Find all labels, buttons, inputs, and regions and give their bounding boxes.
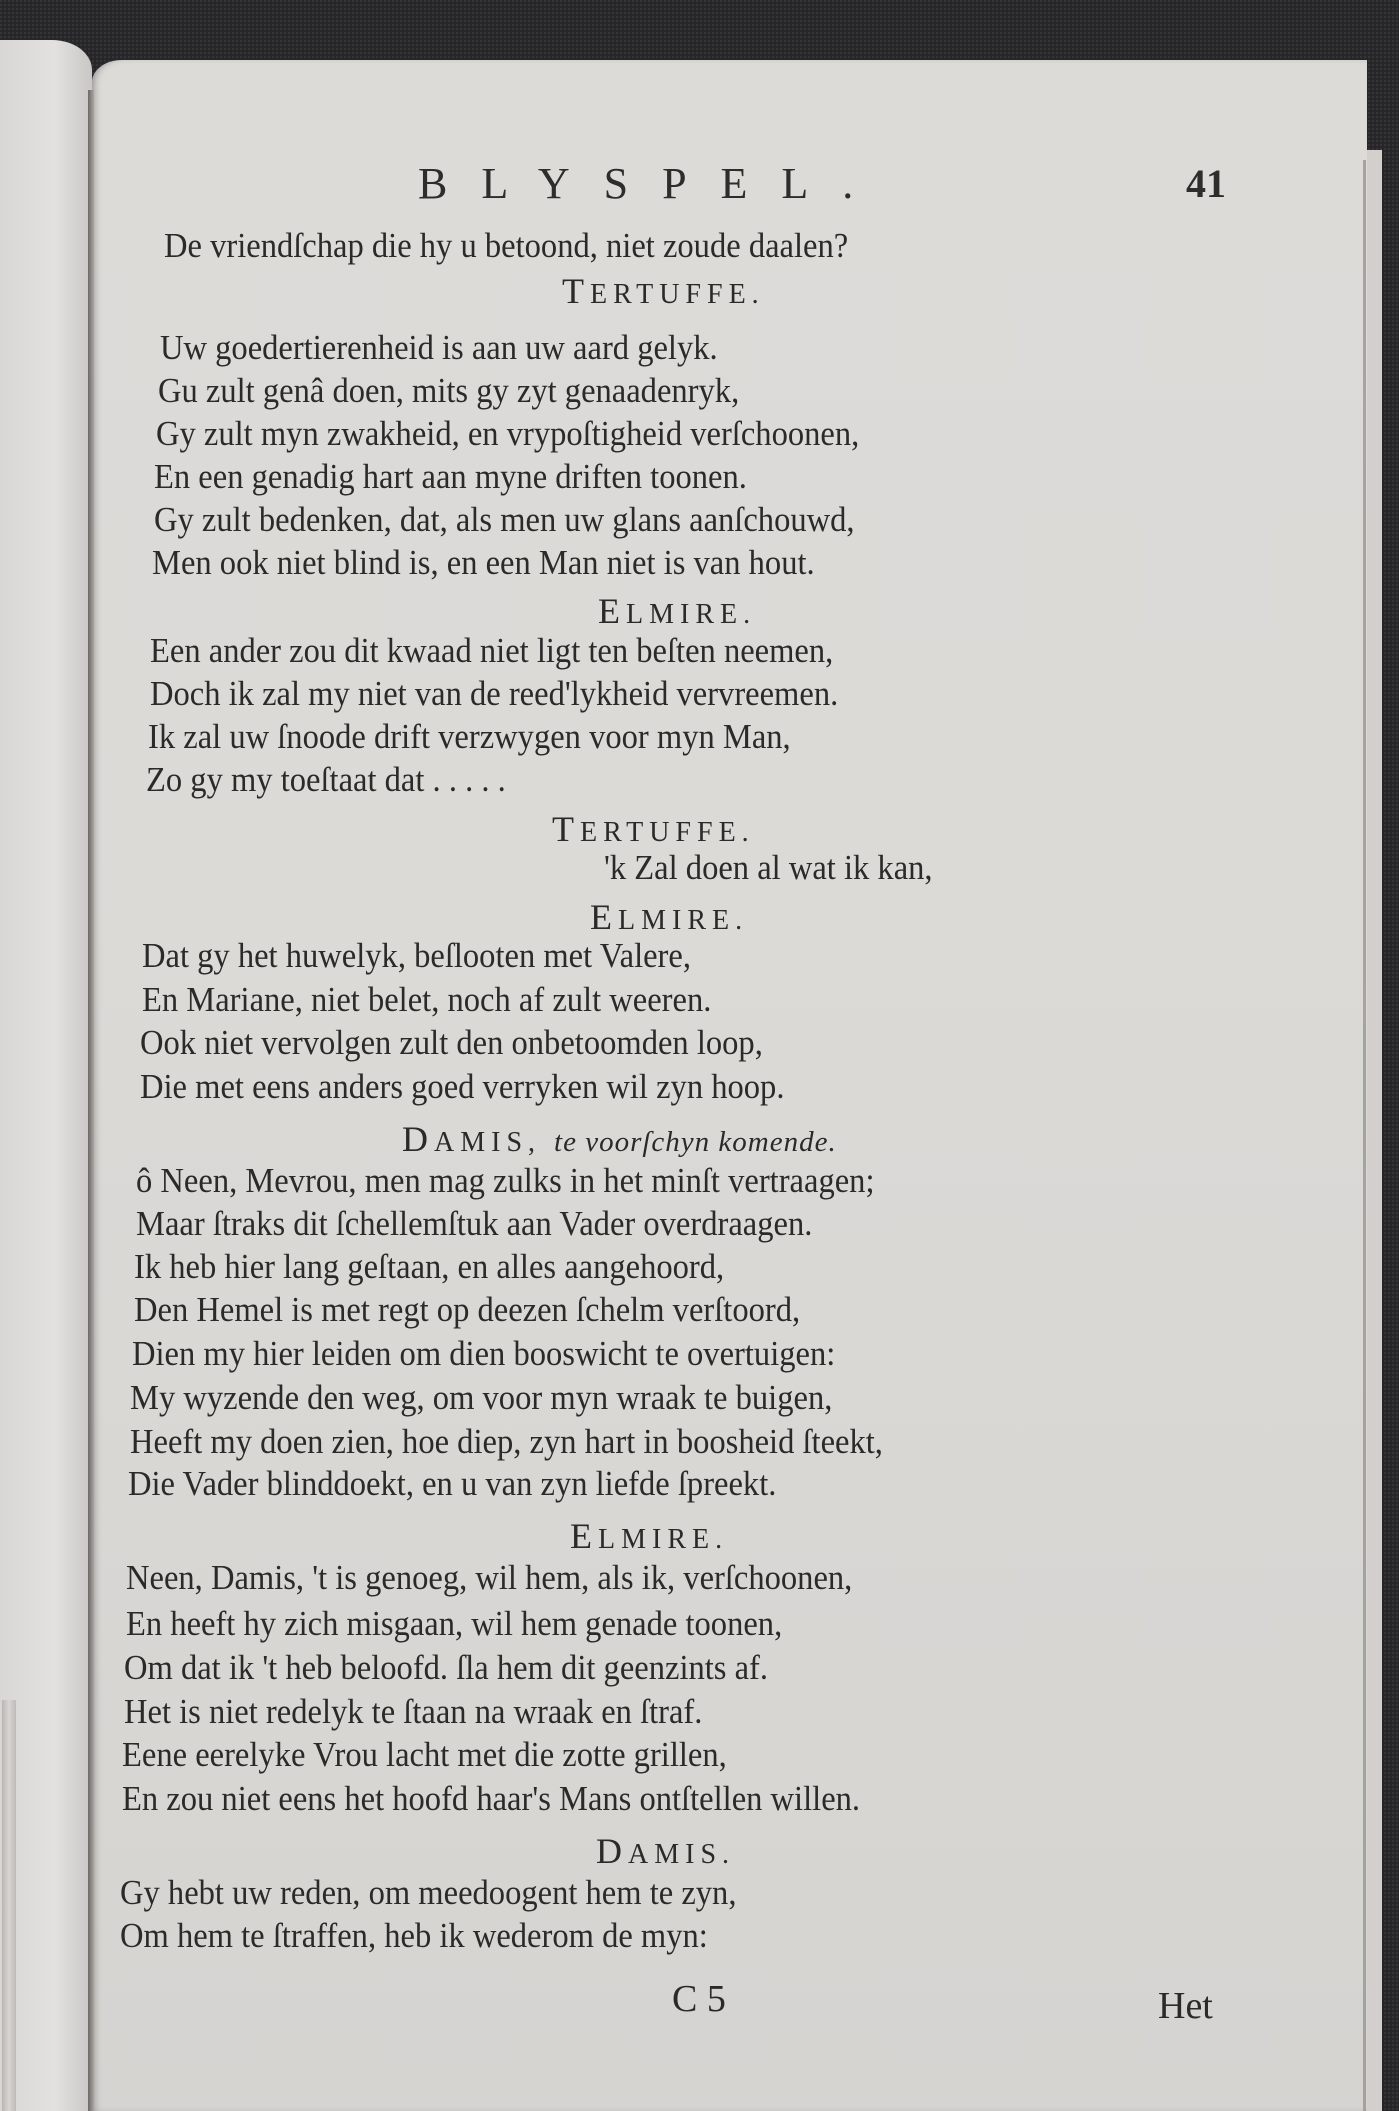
verse-line: Gy hebt uw reden, om meedoogent hem te zyn, (120, 1873, 737, 1912)
signature-mark: C 5 (672, 1978, 726, 2020)
verse-line: Die Vader blinddoekt, en u van zyn liefde ſpreekt. (128, 1464, 777, 1503)
verse-line: En heeft hy zich misgaan, wil hem genade toonen, (126, 1604, 783, 1643)
speaker-name: LMIRE. (626, 599, 757, 630)
verse-line: En Mariane, niet belet, noch af zult weeren. (142, 980, 712, 1019)
speaker-initial: D (596, 1831, 628, 1871)
speaker-initial: E (570, 1516, 598, 1556)
verse-line: De vriendſchap die hy u betoond, niet zoude daalen? (164, 226, 849, 265)
speaker-heading (402, 1118, 837, 1160)
speaker-initial: T (552, 809, 580, 849)
speaker-name: LMIRE. (618, 905, 749, 936)
verse-line: Dat gy het huwelyk, beſlooten met Valere, (142, 936, 691, 975)
underlying-pages (1366, 150, 1382, 2111)
speaker-heading (570, 1515, 728, 1557)
verse-line: Om hem te ſtraffen, heb ik wederom de myn: (120, 1916, 708, 1955)
speaker-name: LMIRE. (598, 1524, 729, 1555)
verse-line: Om dat ik 't heb beloofd. ſla hem dit geenzints af. (124, 1648, 769, 1687)
verse-line: Uw goedertierenheid is aan uw aard gelyk. (160, 328, 718, 367)
facing-page-curl (2, 1700, 16, 2111)
verse-line: En een genadig hart aan myne driften toonen. (154, 457, 747, 496)
verse-line: Doch ik zal my niet van de reed'lykheid vervreemen. (150, 674, 839, 713)
catchword: Het (1158, 1985, 1213, 2027)
verse-line: Heeft my doen zien, hoe diep, zyn hart in boosheid ſteekt, (130, 1422, 883, 1461)
speaker-initial: D (402, 1119, 434, 1159)
speaker-initial: E (590, 897, 618, 937)
speaker-heading (598, 590, 756, 632)
speaker-heading (562, 270, 765, 312)
verse-line: Een ander zou dit kwaad niet ligt ten beſten neemen, (150, 631, 834, 670)
verse-line: Dien my hier leiden om dien booswicht te overtuigen: (132, 1334, 836, 1373)
verse-line: Die met eens anders goed verryken wil zyn hoop. (140, 1067, 785, 1106)
speaker-heading (596, 1830, 735, 1872)
speaker-name: ERTUFFE. (580, 817, 755, 848)
verse-line: Gu zult genâ doen, mits gy zyt genaadenryk, (158, 371, 740, 410)
book-gutter (88, 90, 94, 2111)
verse-line: Zo gy my toeſtaat dat . . . . . (146, 760, 506, 799)
verse-line: Eene eerelyke Vrou lacht met die zotte grillen, (122, 1735, 727, 1774)
verse-line: My wyzende den weg, om voor myn wraak te buigen, (130, 1378, 833, 1417)
speaker-initial: T (562, 271, 590, 311)
page-number: 41 (1186, 161, 1226, 206)
verse-line: En zou niet eens het hoofd haar's Mans ontſtellen willen. (122, 1779, 861, 1818)
speaker-name: ERTUFFE. (590, 279, 765, 310)
verse-line: Ook niet vervolgen zult den onbetoomden loop, (140, 1023, 763, 1062)
verse-line: Den Hemel is met regt op deezen ſchelm verſtoord, (134, 1290, 801, 1329)
speaker-heading (552, 808, 755, 850)
verse-line: Ik zal uw ſnoode drift verzwygen voor myn Man, (148, 717, 791, 756)
verse-line: Neen, Damis, 't is genoeg, wil hem, als ik, verſchoonen, (126, 1558, 853, 1597)
speaker-heading (590, 896, 748, 938)
stage-direction: te voorſchyn komende. (554, 1126, 837, 1158)
verse-line: Ik heb hier lang geſtaan, en alles aangehoord, (134, 1247, 725, 1286)
speaker-name: AMIS, (434, 1127, 542, 1158)
running-head: BLYSPEL. (418, 159, 888, 208)
verse-line: Maar ſtraks dit ſchellemſtuk aan Vader overdraagen. (136, 1204, 813, 1243)
verse-line: Het is niet redelyk te ſtaan na wraak en ſtraf. (124, 1692, 703, 1731)
speaker-name: AMIS. (628, 1839, 736, 1870)
verse-line: ô Neen, Mevrou, men mag zulks in het minſt vertraagen; (136, 1161, 875, 1200)
verse-line: Gy zult bedenken, dat, als men uw glans aanſchouwd, (154, 500, 855, 539)
page-edge (1363, 160, 1366, 2111)
verse-line: Gy zult myn zwakheid, en vrypoſtigheid verſchoonen, (156, 414, 860, 453)
speaker-initial: E (598, 591, 626, 631)
verse-line: 'k Zal doen al wat ik kan, (604, 848, 933, 887)
verse-line: Men ook niet blind is, en een Man niet is van hout. (152, 543, 815, 582)
